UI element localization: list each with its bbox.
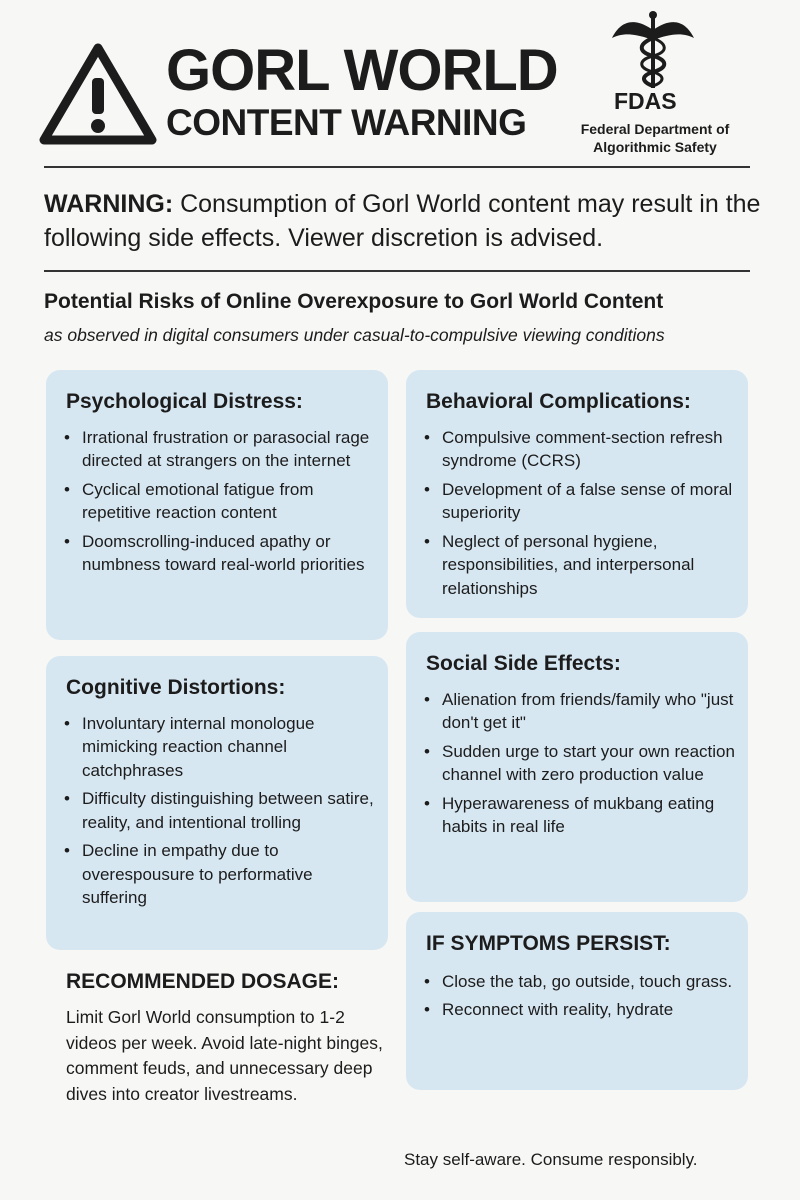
remedy-list <box>424 970 736 1027</box>
warning-divider <box>44 270 750 272</box>
behavioral-complications-box <box>406 370 748 618</box>
symptom-item: • Development of a false sense of moral superiority <box>424 478 736 525</box>
symptom-item: • Involuntary internal monologue mimicking reaction channel catchphrases <box>64 712 376 782</box>
symptom-list <box>64 426 376 582</box>
risks-title: Potential Risks of Online Overexposure to Gorl World Content <box>44 290 664 313</box>
symptom-item: • Neglect of personal hygiene, responsibilities, and interpersonal relationships <box>424 530 736 600</box>
psychological-distress-box <box>46 370 388 640</box>
symptoms-persist-box <box>406 912 748 1090</box>
symptom-item: • Sudden urge to start your own reaction channel with zero production value <box>424 740 736 787</box>
section-title: Psychological Distress: <box>66 390 303 413</box>
symptom-item: • Irrational frustration or parasocial rage directed at strangers on the internet <box>64 426 376 473</box>
symptom-item: • Difficulty distinguishing between satire, reality, and intentional trolling <box>64 787 376 834</box>
symptom-item: • Alienation from friends/family who "just don't get it" <box>424 688 736 735</box>
title-line-1: GORL WORLD <box>166 38 558 103</box>
risks-subtitle: as observed in digital consumers under casual-to-compulsive viewing conditions <box>44 325 665 345</box>
warning-statement <box>44 188 764 256</box>
dosage-text: Limit Gorl World consumption to 1-2 videos per week. Avoid late-night binges, comment feuds, and unnecessary deep dives into creator livestreams. <box>66 1007 383 1105</box>
header-divider <box>44 166 750 168</box>
symptom-list <box>424 426 736 605</box>
symptom-list <box>424 688 736 844</box>
social-side-effects-box <box>406 632 748 902</box>
remedy-item: • Reconnect with reality, hydrate <box>424 998 736 1021</box>
warning-triangle-icon <box>38 40 158 148</box>
cognitive-distortions-box <box>46 656 388 950</box>
section-title: IF SYMPTOMS PERSIST: <box>426 932 671 955</box>
footer-tagline: Stay self-aware. Consume responsibly. <box>404 1150 698 1169</box>
agency-name-line-1: Federal Department of <box>580 121 730 137</box>
agency-acronym: FDAS <box>614 88 677 114</box>
caduceus-icon <box>608 8 698 90</box>
section-title: Behavioral Complications: <box>426 390 691 413</box>
symptom-item: • Decline in empathy due to overespousure to performative suffering <box>64 839 376 909</box>
agency-name <box>560 120 750 157</box>
warning-label: WARNING: <box>44 190 174 218</box>
symptom-item: • Hyperawareness of mukbang eating habits in real life <box>424 792 736 839</box>
remedy-item: • Close the tab, go outside, touch grass. <box>424 970 736 993</box>
symptom-list <box>64 712 376 915</box>
warning-text: Consumption of Gorl World content may result in the following side effects. Viewer discretion is advised. <box>44 190 761 252</box>
title-line-2: CONTENT WARNING <box>166 102 527 143</box>
section-title: Cognitive Distortions: <box>66 676 286 699</box>
dosage-title: RECOMMENDED DOSAGE: <box>66 970 340 993</box>
symptom-item: • Compulsive comment-section refresh syndrome (CCRS) <box>424 426 736 473</box>
section-title: Social Side Effects: <box>426 652 621 675</box>
symptom-item: • Doomscrolling-induced apathy or numbness toward real-world priorities <box>64 530 376 577</box>
agency-name-line-2: Algorithmic Safety <box>593 139 717 156</box>
symptom-item: • Cyclical emotional fatigue from repetitive reaction content <box>64 478 376 525</box>
